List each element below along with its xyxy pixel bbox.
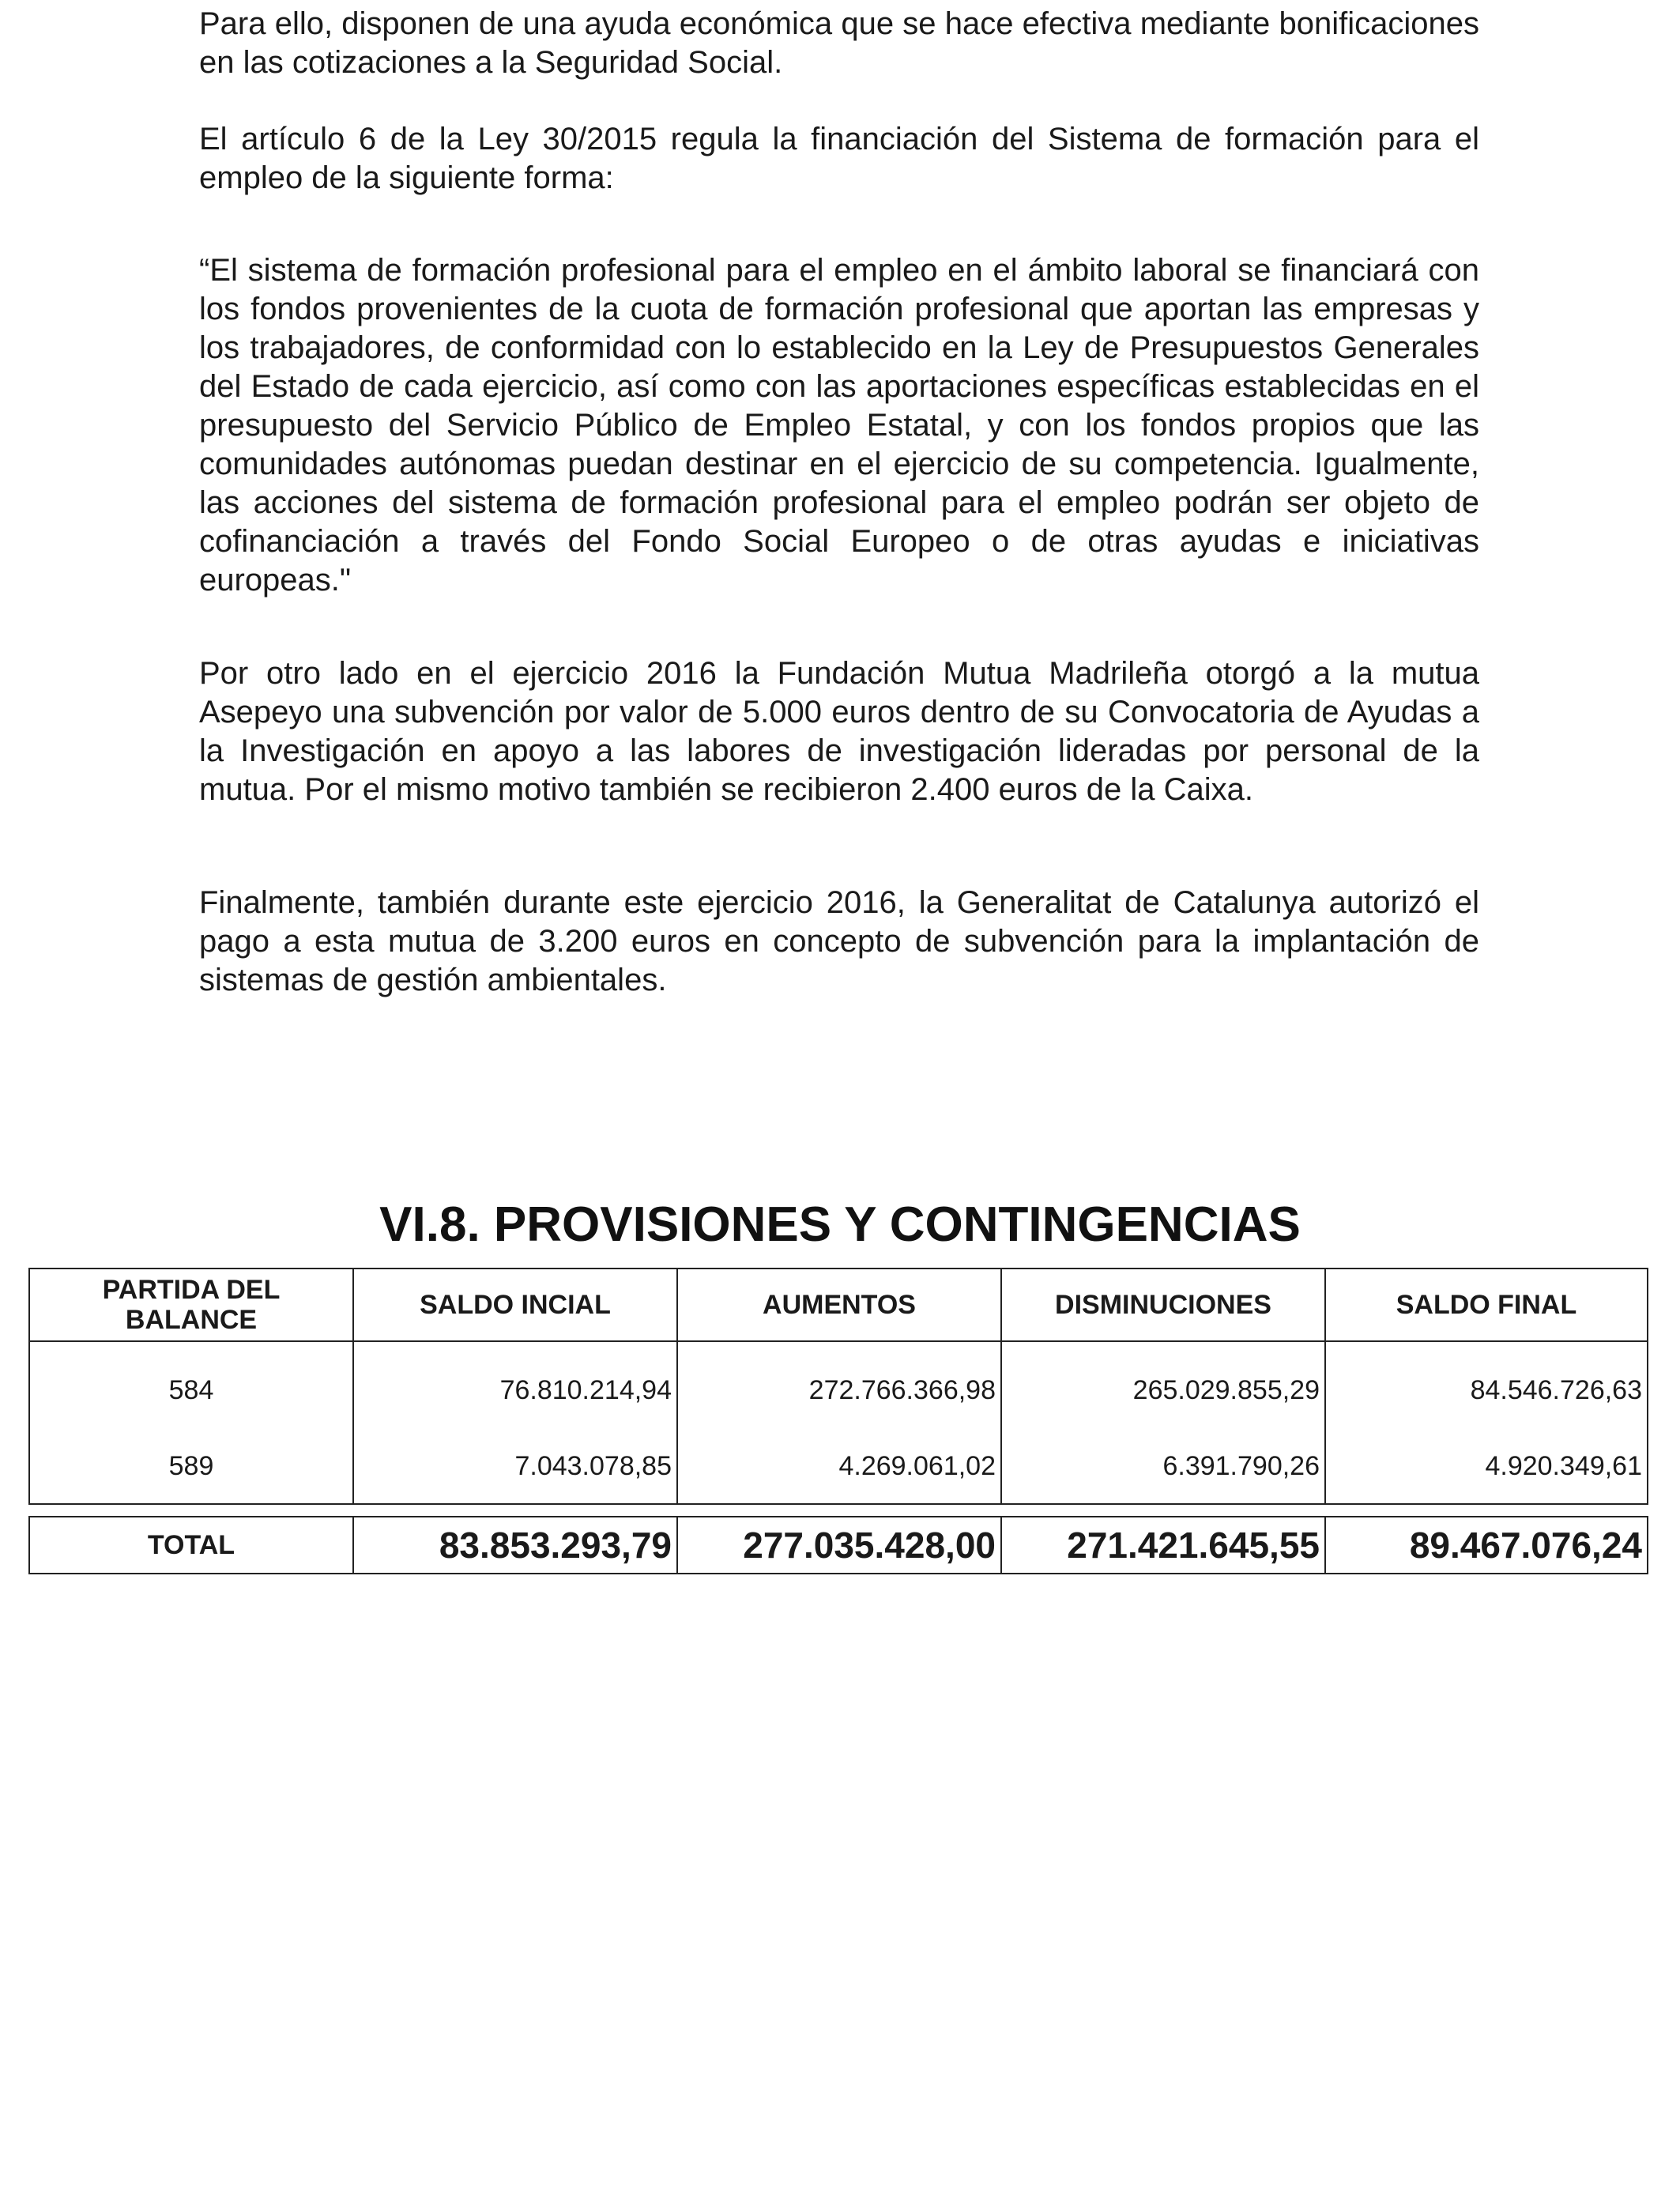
total-saldo-final: 89.467.076,24: [1325, 1517, 1648, 1574]
cell-aumentos: 4.269.061,02: [677, 1430, 1001, 1504]
header-aumentos: AUMENTOS: [677, 1269, 1001, 1341]
paragraph-generalitat: Finalmente, también durante este ejercicio 2016, la Generalitat de Catalunya autorizó el pago a esta mutua de 3.200 euros en concepto de subvención para la implantación de sistemas de gestión ambientales.: [199, 885, 1479, 997]
header-disminuciones: DISMINUCIONES: [1001, 1269, 1325, 1341]
total-label: TOTAL: [29, 1517, 353, 1574]
total-saldo-inicial: 83.853.293,79: [353, 1517, 677, 1574]
cell-disminuciones: 265.029.855,29: [1001, 1341, 1325, 1430]
table-row: [29, 1430, 1648, 1504]
header-saldo-inicial: SALDO INCIAL: [353, 1269, 677, 1341]
table-row: [29, 1341, 1648, 1430]
total-table: [28, 1516, 1648, 1574]
cell-partida: 584: [29, 1341, 353, 1430]
paragraph-bonificaciones: Para ello, disponen de una ayuda económica que se hace efectiva mediante bonificaciones en las cotizaciones a la Seguridad Social.: [199, 6, 1479, 80]
header-partida: PARTIDA DEL BALANCE: [29, 1269, 353, 1341]
provisiones-table: [28, 1268, 1648, 1505]
cell-saldo-final: 84.546.726,63: [1325, 1341, 1648, 1430]
section-title: VI.8. PROVISIONES Y CONTINGENCIAS: [379, 1197, 1301, 1252]
cell-disminuciones: 6.391.790,26: [1001, 1430, 1325, 1504]
cell-partida: 589: [29, 1430, 353, 1504]
total-row: [29, 1517, 1648, 1574]
cell-saldo-inicial: 76.810.214,94: [353, 1341, 677, 1430]
paragraph-articulo-6: El artículo 6 de la Ley 30/2015 regula la financiación del Sistema de formación para el empleo de la siguiente forma:: [199, 122, 1479, 195]
paragraph-quote-ley: “El sistema de formación profesional para el empleo en el ámbito laboral se financiará con los fondos provenientes de la cuota de formación profesional que aportan las empresas y los trabajadores, de conformidad con lo establecido en la Ley de Presupuestos Generales del Estado de cada ejercicio, así como con las aportaciones específicas establecidas en el presupuesto del Servicio Público de Empleo Estatal, y con los fondos propios que las comunidades autónomas puedan destinar en el ejercicio de su competencia. Igualmente, las acciones del sistema de formación profesional para el empleo podrán ser objeto de cofinanciación a través del Fondo Social Europeo o de otras ayudas e iniciativas europeas.": [199, 253, 1479, 598]
total-disminuciones: 271.421.645,55: [1001, 1517, 1325, 1574]
paragraph-fundacion-mutua: Por otro lado en el ejercicio 2016 la Fundación Mutua Madrileña otorgó a la mutua Asepeyo una subvención por valor de 5.000 euros dentro de su Convocatoria de Ayudas a la Investigación en apoyo a las labores de investigación lideradas por personal de la mutua. Por el mismo motivo también se recibieron 2.400 euros de la Caixa.: [199, 656, 1479, 807]
header-saldo-final: SALDO FINAL: [1325, 1269, 1648, 1341]
cell-saldo-inicial: 7.043.078,85: [353, 1430, 677, 1504]
cell-saldo-final: 4.920.349,61: [1325, 1430, 1648, 1504]
cell-aumentos: 272.766.366,98: [677, 1341, 1001, 1430]
total-aumentos: 277.035.428,00: [677, 1517, 1001, 1574]
table-header-row: [29, 1269, 1648, 1341]
